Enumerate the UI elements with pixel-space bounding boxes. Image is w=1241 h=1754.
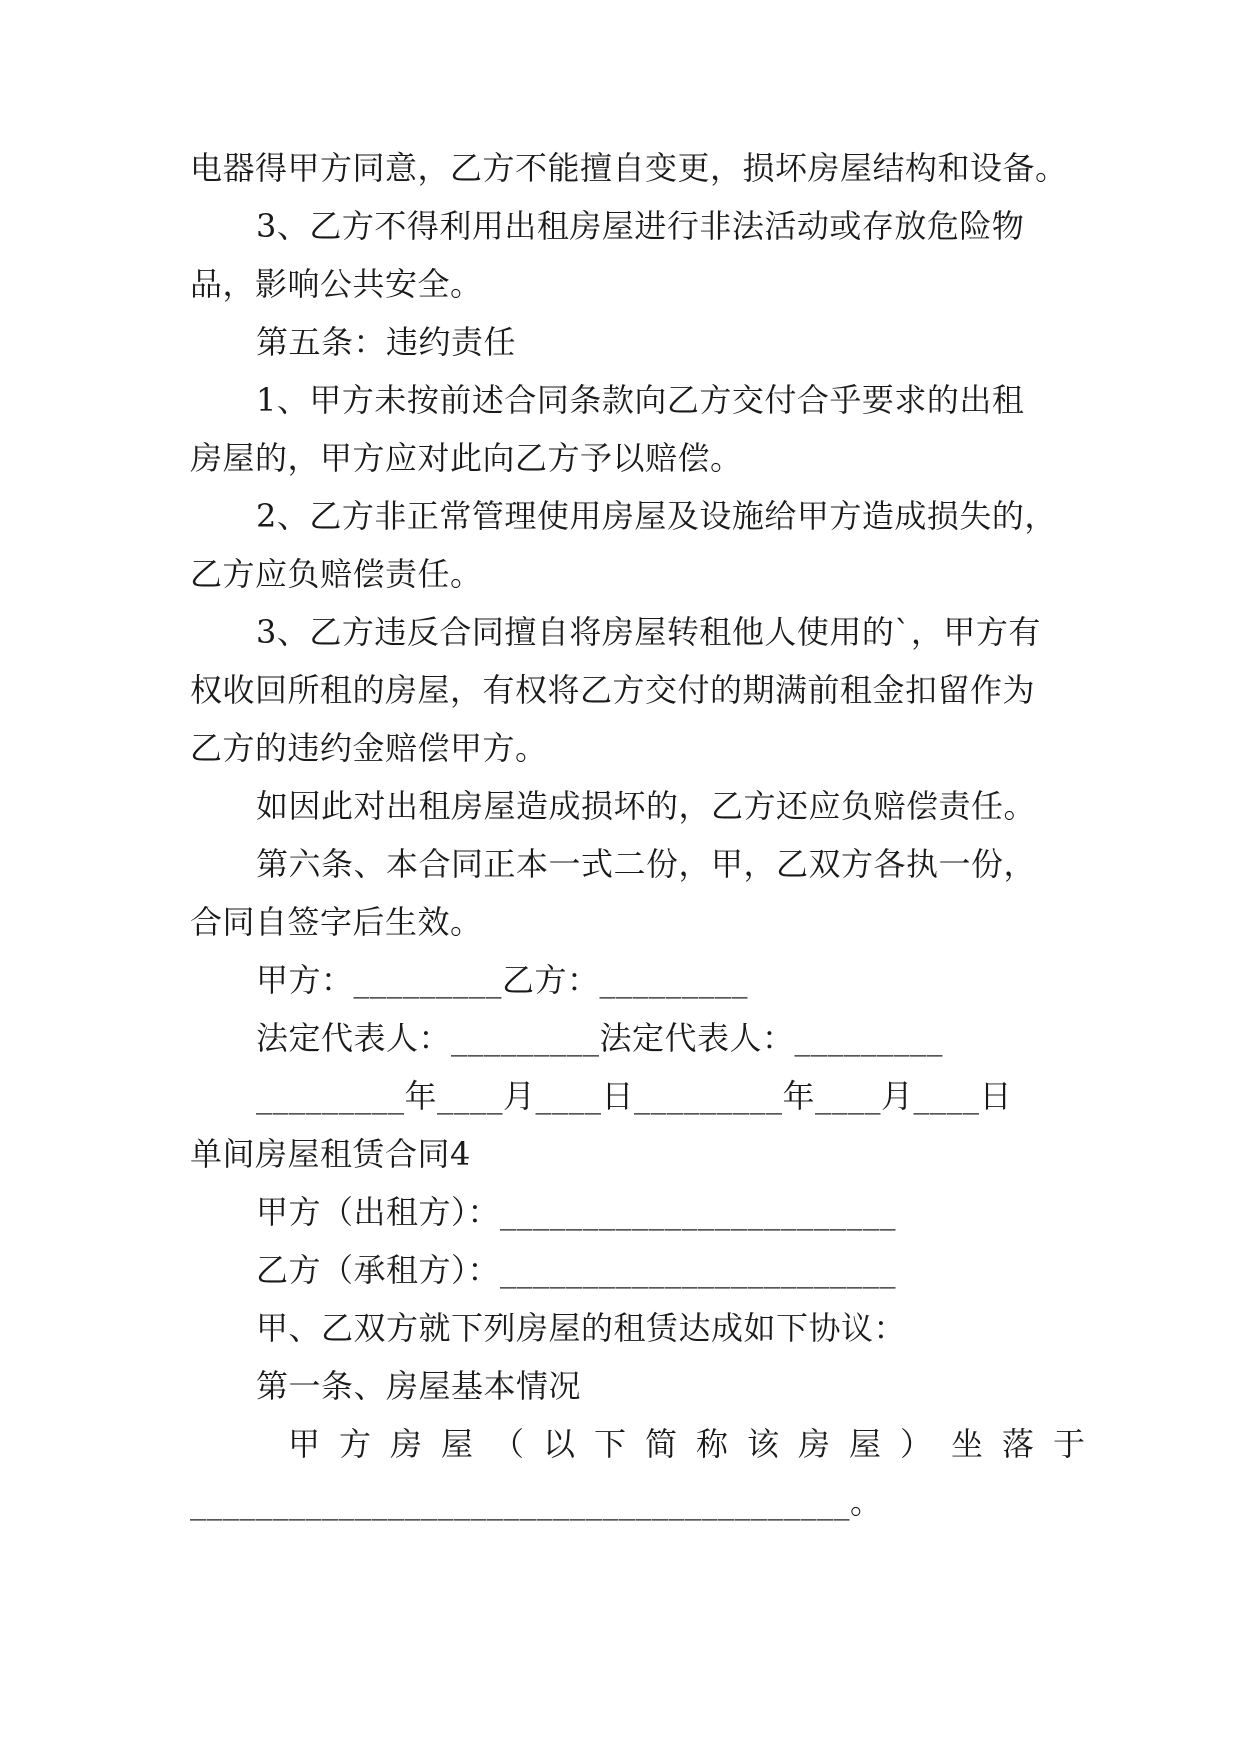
text-line: 2、乙方非正常管理使用房屋及设施给甲方造成损失的，: [256, 497, 1057, 535]
text-line: 品，影响公共安全。: [190, 265, 483, 303]
party-b-line: 乙方（承租方）：________________________: [256, 1251, 897, 1289]
text-line: 1、甲方未按前述合同条款向乙方交付合乎要求的出租: [256, 381, 1025, 419]
date-line: _________年____月____日_________年____月____日: [256, 1077, 1013, 1115]
text-line: 3、乙方不得利用出租房屋进行非法活动或存放危险物: [256, 207, 1025, 245]
text-line: 3、乙方违反合同擅自将房屋转租他人使用的`，甲方有: [256, 613, 1041, 651]
text-line: 甲方房屋（以下简称该房屋）坐落于: [288, 1425, 1105, 1463]
section-heading: 第一条、房屋基本情况: [256, 1367, 582, 1405]
text-line: 如因此对出租房屋造成损坏的，乙方还应负赔偿责任。: [256, 787, 1037, 825]
party-a-line: 甲方（出租方）：________________________: [256, 1193, 897, 1231]
text-line: 权收回所租的房屋，有权将乙方交付的期满前租金扣留作为: [190, 671, 1036, 709]
text-line: 房屋的，甲方应对此向乙方予以赔偿。: [190, 439, 743, 477]
text-line: 合同自签字后生效。: [190, 903, 483, 941]
address-blank-line: ________________________________________。: [190, 1483, 883, 1521]
text-line: 甲、乙双方就下列房屋的租赁达成如下协议：: [256, 1309, 907, 1347]
signature-line: 甲方：_________乙方：_________: [256, 961, 749, 999]
section-heading: 第五条：违约责任: [256, 323, 517, 361]
document-title: 单间房屋租赁合同4: [190, 1135, 471, 1173]
text-line: 第六条、本合同正本一式二份，甲，乙双方各执一份，: [256, 845, 1037, 883]
text-line: 乙方应负赔偿责任。: [190, 555, 483, 593]
representative-line: 法定代表人：_________法定代表人：_________: [256, 1019, 944, 1057]
text-line: 乙方的违约金赔偿甲方。: [190, 729, 548, 767]
text-line: 电器得甲方同意，乙方不能擅自变更，损坏房屋结构和设备。: [190, 149, 1068, 187]
